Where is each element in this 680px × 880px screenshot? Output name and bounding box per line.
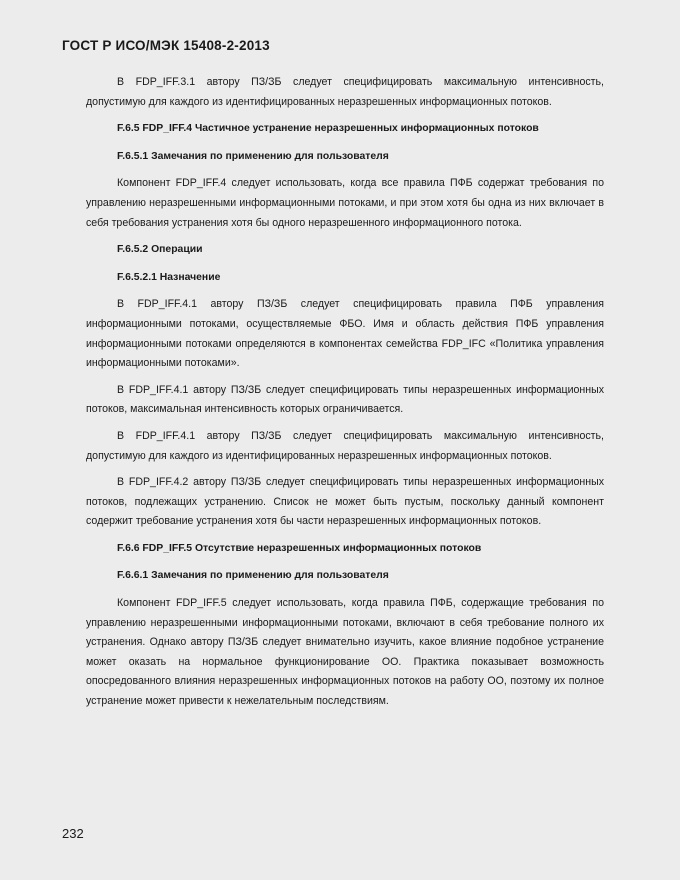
section-heading: F.6.6 FDP_IFF.5 Отсутствие неразрешенных информационных потоков	[117, 542, 482, 554]
page-number: 232	[62, 826, 84, 841]
section-heading: F.6.5 FDP_IFF.4 Частичное устранение неразрешенных информационных потоков	[117, 123, 539, 135]
document-header: ГОСТ Р ИСО/МЭК 15408-2-2013	[62, 38, 270, 53]
paragraph: Компонент FDP_IFF.5 следует использовать, когда правила ПФБ, содержащие требования по управлению неразрешенными информационными потоками, включают в себя требование полного их устранения. Однако автору ПЗ/ЗБ следует внимательно изучить, какое влияние подобное устранение может оказать на нормальное функционирование ОО. Практика показывает возможность опосредованного влияния неразрешенных информационных потоков на работу ОО, поэтому их полное устранение может привести к нежелательным последствиям.	[86, 597, 604, 708]
subsection-heading: F.6.5.2.1 Назначение	[117, 271, 221, 283]
paragraph: В FDP_IFF.4.1 автору ПЗ/ЗБ следует специфицировать максимальную интенсивность, допустимую для каждого из идентифицированных неразрешенных информационных потоков.	[86, 429, 604, 462]
paragraph: В FDP_IFF.4.1 автору ПЗ/ЗБ следует специфицировать типы неразрешенных информационных потоков, максимальная интенсивность которых ограничивается.	[86, 383, 604, 416]
paragraph: В FDP_IFF.3.1 автору ПЗ/ЗБ следует специфицировать максимальную интенсивность, допустимую для каждого из идентифицированных неразрешенных информационных потоков.	[86, 76, 604, 108]
paragraph: Компонент FDP_IFF.4 следует использовать, когда все правила ПФБ содержат требования по управлению неразрешенными информационными потоками, и при этом хотя бы одна из них включает в себя требования устранения хотя бы одного неразрешенного информационного потока.	[86, 177, 604, 229]
document-body	[86, 73, 604, 719]
paragraph: В FDP_IFF.4.2 автору ПЗ/ЗБ следует специфицировать типы неразрешенных информационных потоков, подлежащих устранению. Список не может быть пустым, поскольку данный компонент содержит требование устранения хотя бы части неразрешенных информационных потоков.	[86, 476, 604, 528]
subsection-heading: F.6.6.1 Замечания по применению для пользователя	[117, 570, 389, 582]
subsection-heading: F.6.5.2 Операции	[117, 244, 203, 256]
subsection-heading: F.6.5.1 Замечания по применению для пользователя	[117, 150, 389, 162]
paragraph: В FDP_IFF.4.1 автору ПЗ/ЗБ следует специфицировать правила ПФБ управления информационными потоками, осуществляемые ФБО. Имя и область действия ПФБ управления информационными потоками определяются в компонентах семейства FDP_IFC «Политика управления информационными потоками».	[86, 298, 604, 370]
